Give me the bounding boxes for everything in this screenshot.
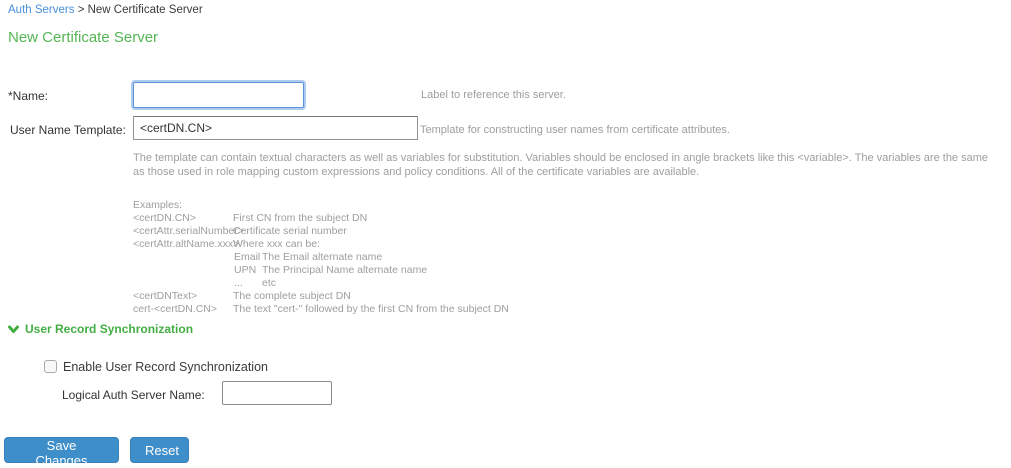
username-template-help-text: Template for constructing user names from certificate attributes. [420,124,730,136]
example-variable: <certDNText> [133,290,198,302]
username-template-input[interactable] [133,116,418,140]
section-title: User Record Synchronization [25,322,194,336]
chevron-down-icon [8,323,19,337]
example-sub-option: ... [234,277,243,289]
example-row [133,238,320,251]
examples-rows [133,212,509,316]
breadcrumb-current: New Certificate Server [87,4,203,16]
example-description: The Principal Name alternate name [262,264,428,276]
example-description: Where xxx can be: [233,238,320,250]
example-description: First CN from the subject DN [233,212,368,224]
breadcrumb-separator: > [77,4,88,16]
example-description: Certificate serial number [233,225,347,237]
name-input[interactable] [133,82,304,108]
example-row [133,290,351,303]
breadcrumb [8,4,203,16]
examples-heading: Examples: [133,199,183,211]
example-description: The text "cert-" followed by the first CN from the subject DN [233,303,509,315]
example-variable: <certDN.CN> [133,212,197,224]
breadcrumb-link-auth-servers[interactable]: Auth Servers [8,4,75,16]
example-description: The Email alternate name [262,251,383,263]
section-user-record-synchronization[interactable] [8,322,193,337]
example-sub-option: UPN [234,264,257,276]
example-variable: <certAttr.altName.xxx> [133,238,240,250]
example-row [133,212,368,225]
page-title: New Certificate Server [8,29,159,46]
example-row [133,251,383,264]
example-description: The complete subject DN [233,290,351,302]
username-template-label: User Name Template: [10,123,126,137]
example-row [133,264,428,277]
enable-user-record-sync-checkbox[interactable] [44,360,57,373]
example-row [133,303,509,316]
enable-user-record-sync-label: Enable User Record Synchronization [63,360,268,374]
name-label: *Name: [8,89,49,103]
examples-block [133,199,509,316]
reset-button[interactable]: Reset [130,437,189,463]
logical-auth-server-name-label: Logical Auth Server Name: [62,388,205,402]
name-help-text: Label to reference this server. [421,89,566,101]
example-variable: cert-<certDN.CN> [133,303,218,315]
example-sub-option: Email [234,251,261,263]
logical-auth-server-name-input[interactable] [222,381,332,405]
example-row [133,225,347,238]
save-changes-button[interactable]: Save Changes [4,437,119,463]
example-row [133,277,277,290]
template-description: The template can contain textual characters as well as variables for substitution. Variables should be enclosed in angle brackets like this <variable>. The variables are the same as those used in role mapping custom expressions and policy conditions. All of the certificate variables are available. [133,152,989,178]
example-variable: <certAttr.serialNumber> [133,225,244,237]
example-description: etc [262,277,277,289]
